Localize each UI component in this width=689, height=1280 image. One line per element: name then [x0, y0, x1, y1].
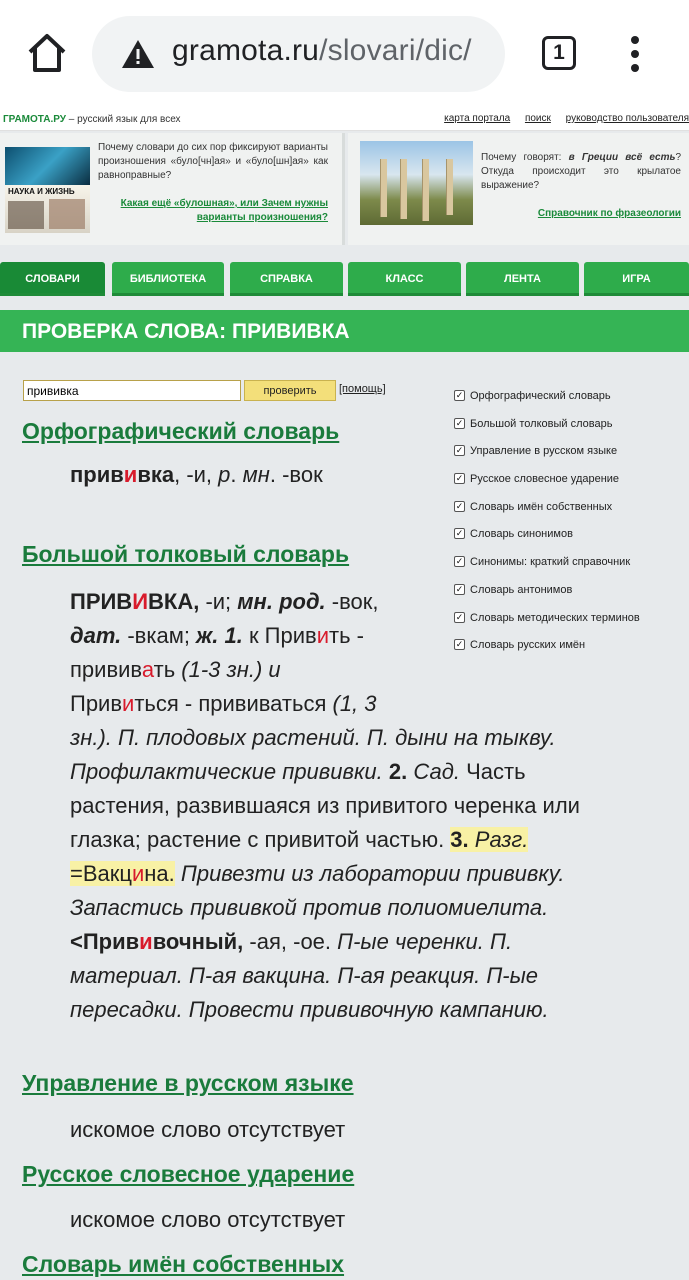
site-brand[interactable]	[3, 114, 181, 125]
link-portal-map[interactable]: карта портала	[444, 113, 511, 124]
checkbox-label: Словарь синонимов	[470, 528, 573, 541]
not-secure-warning-icon[interactable]	[120, 38, 156, 70]
magazine-title: НАУКА И ЖИЗНЬ	[8, 187, 75, 196]
promo-box-left	[0, 133, 345, 245]
checkbox-label: Большой толковый словарь	[470, 417, 613, 430]
magazine-cover-image[interactable]	[5, 185, 90, 233]
promo-right-link[interactable]: Справочник по фразеологии	[537, 208, 681, 219]
promo-box-right	[348, 133, 689, 245]
checkbox-label: Словарь русских имён	[470, 639, 586, 652]
orfo-heading-link[interactable]: Орфографический словарь	[22, 418, 340, 444]
site-header	[0, 108, 689, 131]
link-user-guide[interactable]: руководство пользователя	[565, 113, 689, 124]
checkbox-label: Словарь антонимов	[470, 583, 573, 596]
url-domain: gramota.ru	[172, 34, 320, 67]
udar-heading-link[interactable]: Русское словесное ударение	[22, 1161, 355, 1187]
promo-image-top[interactable]	[5, 147, 90, 185]
checkbox-udar[interactable]: ✓	[455, 473, 464, 484]
tab-dictionaries[interactable]: СЛОВАРИ	[0, 262, 105, 296]
highlighted-text: =Вакцина.	[70, 861, 175, 886]
tab-feed[interactable]: ЛЕНТА	[466, 262, 579, 296]
check-button[interactable]: проверить	[244, 380, 336, 401]
checkbox-label: Словарь методических терминов	[470, 611, 640, 624]
checkbox-label: Управление в русском языке	[470, 445, 618, 458]
checkbox-antonyms[interactable]: ✓	[455, 583, 464, 594]
checkbox-names[interactable]: ✓	[455, 500, 464, 511]
promo-right-text: Почему говорят: в Греции всё есть? Откуда происходит это крылатое выражение?	[481, 152, 681, 191]
checkbox-upr[interactable]: ✓	[455, 445, 464, 456]
checkbox-label: Словарь имён собственных	[470, 500, 613, 513]
checkbox-synonyms-short[interactable]: ✓	[455, 556, 464, 567]
tab-class[interactable]: КЛАСС	[348, 262, 461, 296]
checkbox-russian-names[interactable]: ✓	[455, 639, 464, 650]
btsl-heading-link[interactable]: Большой толковый словарь	[22, 541, 350, 567]
checkbox-methodical[interactable]: ✓	[455, 611, 464, 622]
checkbox-orfo[interactable]: ✓	[455, 390, 464, 400]
page-title: ПРОВЕРКА СЛОВА: ПРИВИВКА	[0, 310, 689, 352]
link-search[interactable]: поиск	[524, 113, 551, 124]
browser-toolbar	[0, 0, 689, 108]
checkbox-label: Русское словесное ударение	[470, 473, 620, 486]
tab-help[interactable]: СПРАВКА	[230, 262, 343, 296]
checkbox-label: Синонимы: краткий справочник	[470, 556, 631, 569]
promo-left-text: Почему словари до сих пор фиксируют варианты произношения «було[чн]ая» и «було[шн]ая» как равноправные?	[98, 142, 328, 181]
help-link[interactable]: [помощь]	[339, 383, 386, 395]
checkbox-synonyms[interactable]: ✓	[455, 528, 464, 539]
upr-heading-link[interactable]: Управление в русском языке	[22, 1070, 354, 1096]
brand-name: ГРАМОТА.РУ	[3, 114, 67, 125]
overflow-menu-icon[interactable]	[628, 36, 642, 76]
names-heading-link[interactable]: Словарь имён собственных	[22, 1251, 345, 1277]
orfo-entry: прививка, -и, р. мн. -вок	[70, 462, 323, 487]
tab-switcher-button[interactable]: 1	[542, 36, 576, 70]
promo-left-link[interactable]: Какая ещё «булошная», или Зачем нужны варианты произношения?	[120, 198, 328, 223]
url-path: /slovari/dic/	[319, 34, 472, 67]
brand-tagline: – русский язык для всех	[66, 114, 181, 125]
tab-game[interactable]: ИГРА	[584, 262, 689, 296]
btsl-definition: ПРИВИВКА, -и; мн. род. -вок, дат. -вкам; ж. 1. к Привить - прививать (1-3 зн.) и Привиться - прививаться (1, 3 зн.). П. плодовых растений. П. дыни на тыкву. Профилактические прививки. 2. Сад. Часть растения, развившаяся из привитого черенка или глазка; растение с привитой частью. 3. Разг. =Вакцина. Привезти из лаборатории прививку. Запастись прививкой против полиомиелита. <Прививочный, -ая, -ое. П-ые черенки. П. материал. П-ая вакцина. П-ая реакция. П-ые пересадки. Провести прививочную кампанию.	[70, 589, 580, 1022]
upr-absent-text: искомое слово отсутствует	[70, 1117, 346, 1142]
word-search-input[interactable]	[23, 380, 241, 401]
main-nav	[0, 262, 689, 298]
tab-library[interactable]: БИБЛИОТЕКА	[112, 262, 224, 296]
udar-absent-text: искомое слово отсутствует	[70, 1207, 346, 1232]
home-icon[interactable]	[24, 30, 70, 76]
checkbox-btsl[interactable]: ✓	[455, 417, 464, 428]
checkbox-label: Орфографический словарь	[470, 390, 611, 402]
top-links	[432, 113, 689, 124]
greek-ruins-image[interactable]	[360, 141, 473, 225]
url-text[interactable]	[172, 34, 488, 68]
